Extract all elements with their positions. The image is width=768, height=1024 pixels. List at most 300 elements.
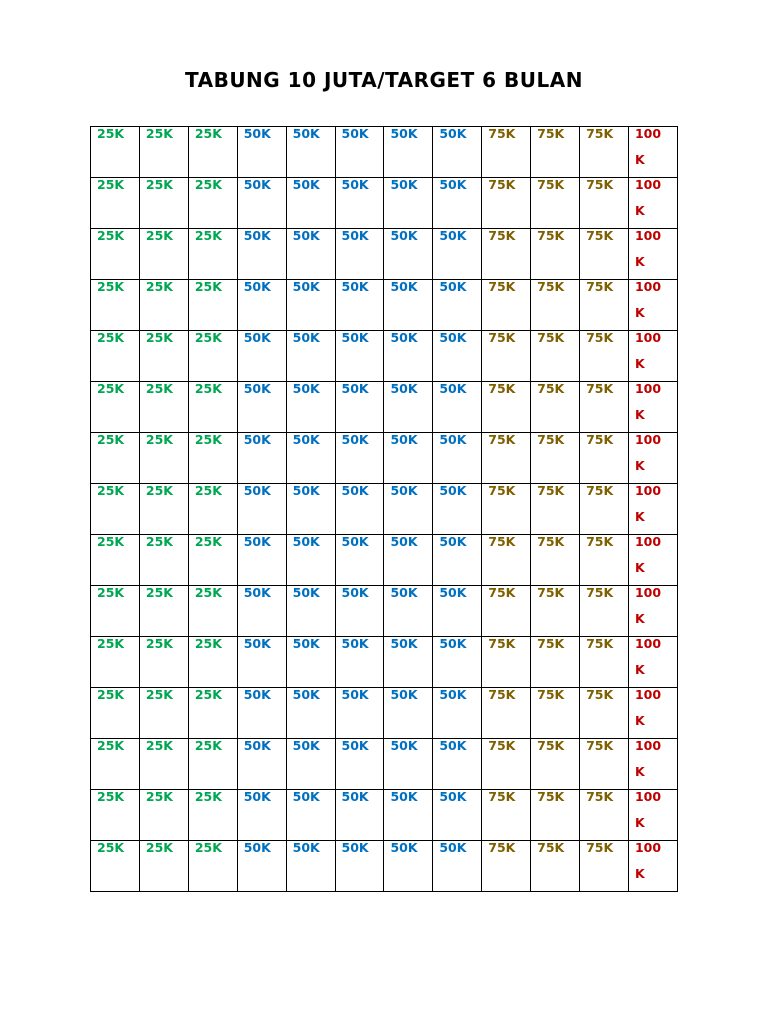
savings-cell[interactable] — [237, 637, 286, 688]
savings-cell-amount: 100 K — [634, 483, 662, 524]
savings-cell-amount: 50K — [243, 687, 271, 702]
savings-cell[interactable] — [335, 586, 384, 637]
savings-cell[interactable] — [628, 841, 677, 892]
savings-cell[interactable] — [335, 535, 384, 586]
savings-cell-amount: 50K — [341, 789, 369, 804]
savings-cell[interactable] — [139, 178, 188, 229]
savings-cell[interactable] — [628, 688, 677, 739]
savings-cell[interactable] — [286, 688, 335, 739]
savings-cell-amount: 50K — [390, 483, 418, 498]
savings-cell-amount: 25K — [97, 636, 125, 651]
savings-cell[interactable] — [628, 586, 677, 637]
savings-cell[interactable] — [188, 229, 237, 280]
savings-cell-amount: 50K — [243, 126, 271, 141]
savings-cell-amount: 50K — [292, 177, 320, 192]
savings-cell[interactable] — [286, 586, 335, 637]
savings-cell[interactable] — [482, 586, 531, 637]
savings-cell[interactable] — [139, 688, 188, 739]
savings-cell-amount: 100 K — [634, 585, 662, 626]
savings-cell[interactable] — [286, 433, 335, 484]
table-row — [91, 484, 678, 535]
savings-cell[interactable] — [628, 433, 677, 484]
savings-cell[interactable] — [628, 637, 677, 688]
savings-cell[interactable] — [286, 739, 335, 790]
table-row — [91, 433, 678, 484]
savings-cell[interactable] — [531, 433, 580, 484]
savings-cell-amount: 50K — [390, 126, 418, 141]
table-row — [91, 688, 678, 739]
savings-cell-amount: 100 K — [634, 177, 662, 218]
savings-cell-amount: 100 K — [634, 738, 662, 779]
savings-cell[interactable] — [139, 280, 188, 331]
savings-cell-amount: 50K — [292, 483, 320, 498]
savings-cell[interactable] — [580, 484, 629, 535]
savings-cell[interactable] — [482, 433, 531, 484]
savings-cell[interactable] — [286, 484, 335, 535]
savings-cell[interactable] — [335, 637, 384, 688]
savings-cell-amount: 75K — [488, 585, 516, 600]
savings-cell-amount: 75K — [586, 177, 614, 192]
savings-cell[interactable] — [482, 841, 531, 892]
savings-cell[interactable] — [580, 127, 629, 178]
savings-cell[interactable] — [628, 535, 677, 586]
savings-cell-amount: 25K — [194, 636, 222, 651]
savings-cell[interactable] — [482, 229, 531, 280]
savings-cell-amount: 25K — [97, 483, 125, 498]
savings-cell-amount: 50K — [243, 840, 271, 855]
savings-cell[interactable] — [531, 688, 580, 739]
savings-cell[interactable] — [628, 229, 677, 280]
savings-cell-amount: 75K — [537, 840, 565, 855]
savings-cell-amount: 75K — [586, 330, 614, 345]
savings-cell[interactable] — [139, 637, 188, 688]
savings-cell[interactable] — [188, 382, 237, 433]
savings-cell-amount: 50K — [439, 789, 467, 804]
savings-cell-amount: 25K — [145, 330, 173, 345]
savings-cell[interactable] — [237, 739, 286, 790]
savings-cell[interactable] — [531, 535, 580, 586]
savings-cell-amount: 50K — [292, 738, 320, 753]
savings-cell-amount: 25K — [145, 840, 173, 855]
savings-cell-amount: 50K — [390, 534, 418, 549]
savings-cell[interactable] — [286, 637, 335, 688]
savings-cell[interactable] — [91, 586, 140, 637]
savings-cell[interactable] — [335, 433, 384, 484]
savings-cell[interactable] — [580, 688, 629, 739]
savings-cell[interactable] — [580, 637, 629, 688]
savings-cell[interactable] — [580, 331, 629, 382]
savings-cell[interactable] — [531, 637, 580, 688]
savings-cell[interactable] — [237, 127, 286, 178]
savings-cell[interactable] — [482, 688, 531, 739]
savings-cell[interactable] — [139, 127, 188, 178]
savings-cell-amount: 25K — [145, 534, 173, 549]
savings-cell-amount: 75K — [586, 789, 614, 804]
savings-cell-amount: 25K — [145, 738, 173, 753]
savings-cell[interactable] — [335, 331, 384, 382]
savings-cell[interactable] — [384, 586, 433, 637]
savings-cell[interactable] — [482, 382, 531, 433]
savings-cell[interactable] — [188, 841, 237, 892]
savings-cell[interactable] — [433, 229, 482, 280]
savings-cell-amount: 50K — [390, 381, 418, 396]
savings-grid-container — [90, 126, 678, 892]
savings-cell[interactable] — [482, 280, 531, 331]
savings-cell-amount: 50K — [439, 534, 467, 549]
savings-cell[interactable] — [580, 790, 629, 841]
savings-cell[interactable] — [628, 178, 677, 229]
savings-cell[interactable] — [335, 127, 384, 178]
table-row — [91, 178, 678, 229]
savings-cell-amount: 50K — [292, 789, 320, 804]
savings-cell-amount: 75K — [488, 636, 516, 651]
savings-cell[interactable] — [286, 790, 335, 841]
savings-grid-body — [91, 127, 678, 892]
savings-cell[interactable] — [531, 841, 580, 892]
savings-cell[interactable] — [628, 127, 677, 178]
page-title: TABUNG 10 JUTA/TARGET 6 BULAN — [185, 68, 583, 92]
savings-cell-amount: 100 K — [634, 687, 662, 728]
savings-cell[interactable] — [482, 484, 531, 535]
savings-cell[interactable] — [628, 382, 677, 433]
savings-cell[interactable] — [139, 229, 188, 280]
savings-cell[interactable] — [286, 127, 335, 178]
savings-cell[interactable] — [286, 841, 335, 892]
savings-cell[interactable] — [482, 637, 531, 688]
savings-cell[interactable] — [335, 178, 384, 229]
savings-cell[interactable] — [580, 535, 629, 586]
savings-cell-amount: 75K — [586, 381, 614, 396]
savings-cell[interactable] — [531, 739, 580, 790]
savings-cell-amount: 25K — [194, 738, 222, 753]
savings-cell[interactable] — [139, 790, 188, 841]
savings-cell-amount: 50K — [243, 432, 271, 447]
savings-cell-amount: 25K — [97, 585, 125, 600]
savings-cell[interactable] — [237, 841, 286, 892]
savings-cell-amount: 75K — [537, 177, 565, 192]
savings-cell[interactable] — [433, 127, 482, 178]
savings-cell-amount: 50K — [243, 177, 271, 192]
savings-cell-amount: 50K — [390, 432, 418, 447]
savings-cell-amount: 50K — [390, 585, 418, 600]
savings-cell[interactable] — [139, 586, 188, 637]
savings-cell-amount: 75K — [537, 483, 565, 498]
savings-cell-amount: 50K — [341, 126, 369, 141]
savings-cell[interactable] — [384, 382, 433, 433]
savings-cell[interactable] — [433, 433, 482, 484]
savings-cell-amount: 75K — [537, 585, 565, 600]
savings-cell[interactable] — [384, 841, 433, 892]
savings-cell-amount: 50K — [341, 279, 369, 294]
savings-cell[interactable] — [91, 433, 140, 484]
savings-cell[interactable] — [237, 790, 286, 841]
savings-cell-amount: 50K — [341, 585, 369, 600]
savings-cell[interactable] — [139, 841, 188, 892]
savings-cell[interactable] — [433, 637, 482, 688]
savings-cell[interactable] — [384, 790, 433, 841]
savings-cell[interactable] — [237, 331, 286, 382]
savings-cell[interactable] — [384, 229, 433, 280]
savings-cell[interactable] — [139, 382, 188, 433]
savings-cell-amount: 50K — [292, 585, 320, 600]
savings-cell-amount: 25K — [97, 789, 125, 804]
savings-cell[interactable] — [188, 790, 237, 841]
savings-cell[interactable] — [433, 382, 482, 433]
savings-cell[interactable] — [482, 790, 531, 841]
table-row — [91, 280, 678, 331]
savings-cell[interactable] — [91, 484, 140, 535]
savings-cell-amount: 75K — [488, 126, 516, 141]
savings-cell-amount: 75K — [488, 432, 516, 447]
savings-cell[interactable] — [335, 790, 384, 841]
savings-cell[interactable] — [335, 382, 384, 433]
savings-cell[interactable] — [188, 484, 237, 535]
table-row — [91, 790, 678, 841]
savings-cell-amount: 50K — [439, 381, 467, 396]
table-row — [91, 739, 678, 790]
savings-cell-amount: 25K — [97, 177, 125, 192]
savings-cell-amount: 75K — [537, 381, 565, 396]
table-row — [91, 841, 678, 892]
savings-cell-amount: 25K — [194, 432, 222, 447]
savings-cell[interactable] — [580, 178, 629, 229]
savings-cell[interactable] — [91, 637, 140, 688]
savings-cell[interactable] — [237, 433, 286, 484]
savings-cell[interactable] — [384, 637, 433, 688]
savings-cell-amount: 50K — [292, 228, 320, 243]
savings-cell-amount: 50K — [439, 840, 467, 855]
savings-cell[interactable] — [335, 280, 384, 331]
savings-cell[interactable] — [580, 280, 629, 331]
savings-cell[interactable] — [188, 637, 237, 688]
savings-cell[interactable] — [384, 127, 433, 178]
savings-cell[interactable] — [433, 739, 482, 790]
savings-cell[interactable] — [91, 280, 140, 331]
savings-cell-amount: 25K — [97, 687, 125, 702]
savings-cell-amount: 50K — [390, 177, 418, 192]
savings-cell-amount: 75K — [488, 534, 516, 549]
savings-cell[interactable] — [286, 382, 335, 433]
savings-cell[interactable] — [628, 739, 677, 790]
savings-cell[interactable] — [433, 841, 482, 892]
savings-cell[interactable] — [531, 280, 580, 331]
savings-cell[interactable] — [580, 586, 629, 637]
savings-cell[interactable] — [237, 586, 286, 637]
savings-cell-amount: 25K — [194, 534, 222, 549]
savings-cell-amount: 50K — [243, 636, 271, 651]
savings-cell[interactable] — [335, 229, 384, 280]
savings-cell[interactable] — [335, 739, 384, 790]
savings-cell-amount: 25K — [97, 126, 125, 141]
savings-cell-amount: 75K — [488, 687, 516, 702]
savings-cell[interactable] — [188, 586, 237, 637]
savings-cell[interactable] — [91, 688, 140, 739]
table-row — [91, 586, 678, 637]
savings-cell-amount: 50K — [390, 279, 418, 294]
savings-cell[interactable] — [139, 739, 188, 790]
savings-cell-amount: 100 K — [634, 126, 662, 167]
savings-cell[interactable] — [482, 739, 531, 790]
savings-cell[interactable] — [433, 280, 482, 331]
savings-cell-amount: 50K — [243, 279, 271, 294]
savings-cell-amount: 50K — [439, 330, 467, 345]
savings-cell[interactable] — [188, 280, 237, 331]
savings-cell-amount: 50K — [341, 840, 369, 855]
savings-cell-amount: 25K — [145, 177, 173, 192]
savings-cell[interactable] — [286, 229, 335, 280]
savings-cell[interactable] — [237, 229, 286, 280]
savings-cell-amount: 25K — [145, 636, 173, 651]
savings-cell[interactable] — [628, 331, 677, 382]
savings-cell[interactable] — [188, 688, 237, 739]
savings-cell[interactable] — [531, 331, 580, 382]
table-row — [91, 382, 678, 433]
savings-cell-amount: 75K — [586, 840, 614, 855]
savings-cell[interactable] — [139, 433, 188, 484]
savings-cell-amount: 50K — [292, 636, 320, 651]
savings-cell[interactable] — [580, 382, 629, 433]
savings-cell[interactable] — [139, 331, 188, 382]
savings-cell[interactable] — [580, 841, 629, 892]
savings-cell[interactable] — [335, 688, 384, 739]
savings-cell[interactable] — [384, 484, 433, 535]
savings-cell-amount: 75K — [586, 534, 614, 549]
savings-cell[interactable] — [237, 688, 286, 739]
savings-cell[interactable] — [188, 331, 237, 382]
savings-cell-amount: 50K — [341, 228, 369, 243]
savings-cell-amount: 50K — [292, 126, 320, 141]
savings-cell-amount: 50K — [341, 432, 369, 447]
savings-cell-amount: 50K — [439, 432, 467, 447]
savings-cell-amount: 50K — [439, 687, 467, 702]
savings-cell[interactable] — [628, 790, 677, 841]
savings-cell[interactable] — [237, 484, 286, 535]
savings-cell[interactable] — [531, 382, 580, 433]
savings-cell-amount: 50K — [243, 789, 271, 804]
savings-cell[interactable] — [188, 433, 237, 484]
savings-cell-amount: 75K — [488, 330, 516, 345]
savings-cell[interactable] — [335, 841, 384, 892]
savings-cell[interactable] — [91, 229, 140, 280]
savings-cell-amount: 75K — [537, 687, 565, 702]
savings-cell[interactable] — [91, 127, 140, 178]
savings-cell-amount: 75K — [537, 126, 565, 141]
savings-cell[interactable] — [384, 688, 433, 739]
savings-cell-amount: 75K — [537, 330, 565, 345]
savings-cell[interactable] — [91, 331, 140, 382]
savings-cell[interactable] — [91, 382, 140, 433]
savings-cell[interactable] — [188, 178, 237, 229]
savings-cell[interactable] — [482, 127, 531, 178]
savings-cell[interactable] — [482, 535, 531, 586]
savings-cell-amount: 25K — [194, 177, 222, 192]
savings-cell[interactable] — [286, 280, 335, 331]
savings-cell-amount: 75K — [488, 177, 516, 192]
savings-cell[interactable] — [628, 484, 677, 535]
savings-cell[interactable] — [482, 178, 531, 229]
savings-cell[interactable] — [188, 127, 237, 178]
savings-cell-amount: 25K — [194, 483, 222, 498]
savings-cell[interactable] — [335, 484, 384, 535]
savings-cell[interactable] — [531, 127, 580, 178]
savings-cell[interactable] — [139, 535, 188, 586]
savings-cell[interactable] — [433, 484, 482, 535]
savings-cell[interactable] — [384, 280, 433, 331]
savings-cell-amount: 50K — [439, 738, 467, 753]
savings-cell[interactable] — [139, 484, 188, 535]
savings-cell[interactable] — [580, 433, 629, 484]
savings-cell-amount: 25K — [194, 330, 222, 345]
savings-cell[interactable] — [384, 178, 433, 229]
savings-cell-amount: 75K — [586, 126, 614, 141]
savings-cell[interactable] — [188, 535, 237, 586]
savings-cell[interactable] — [91, 739, 140, 790]
savings-cell-amount: 75K — [488, 483, 516, 498]
savings-cell-amount: 75K — [586, 738, 614, 753]
savings-cell[interactable] — [237, 280, 286, 331]
table-row — [91, 331, 678, 382]
savings-cell[interactable] — [580, 229, 629, 280]
savings-cell[interactable] — [433, 178, 482, 229]
savings-cell[interactable] — [482, 331, 531, 382]
savings-cell[interactable] — [91, 790, 140, 841]
savings-cell[interactable] — [384, 331, 433, 382]
savings-cell-amount: 50K — [341, 381, 369, 396]
savings-cell[interactable] — [188, 739, 237, 790]
savings-cell[interactable] — [433, 688, 482, 739]
savings-cell[interactable] — [531, 586, 580, 637]
savings-cell-amount: 50K — [439, 279, 467, 294]
savings-cell[interactable] — [286, 535, 335, 586]
savings-cell[interactable] — [237, 535, 286, 586]
savings-cell-amount: 25K — [97, 279, 125, 294]
savings-cell[interactable] — [531, 229, 580, 280]
savings-cell-amount: 25K — [145, 126, 173, 141]
savings-cell[interactable] — [433, 331, 482, 382]
savings-cell[interactable] — [384, 535, 433, 586]
savings-cell-amount: 75K — [537, 228, 565, 243]
savings-cell[interactable] — [237, 178, 286, 229]
savings-cell[interactable] — [531, 790, 580, 841]
savings-cell-amount: 25K — [194, 687, 222, 702]
savings-cell-amount: 50K — [390, 738, 418, 753]
savings-cell[interactable] — [286, 178, 335, 229]
savings-cell[interactable] — [91, 178, 140, 229]
savings-cell[interactable] — [531, 484, 580, 535]
savings-cell-amount: 25K — [97, 738, 125, 753]
savings-cell[interactable] — [628, 280, 677, 331]
savings-cell[interactable] — [433, 586, 482, 637]
savings-cell[interactable] — [384, 433, 433, 484]
savings-cell[interactable] — [384, 739, 433, 790]
savings-cell-amount: 50K — [292, 534, 320, 549]
savings-cell-amount: 50K — [439, 483, 467, 498]
savings-cell[interactable] — [286, 331, 335, 382]
savings-cell-amount: 50K — [439, 636, 467, 651]
savings-cell[interactable] — [91, 841, 140, 892]
savings-cell[interactable] — [91, 535, 140, 586]
savings-cell-amount: 50K — [341, 483, 369, 498]
savings-cell[interactable] — [433, 790, 482, 841]
savings-cell-amount: 75K — [586, 636, 614, 651]
savings-cell[interactable] — [531, 178, 580, 229]
savings-cell-amount: 50K — [292, 381, 320, 396]
savings-cell[interactable] — [433, 535, 482, 586]
savings-cell[interactable] — [580, 739, 629, 790]
savings-cell[interactable] — [237, 382, 286, 433]
savings-cell-amount: 100 K — [634, 789, 662, 830]
savings-cell-amount: 50K — [292, 432, 320, 447]
